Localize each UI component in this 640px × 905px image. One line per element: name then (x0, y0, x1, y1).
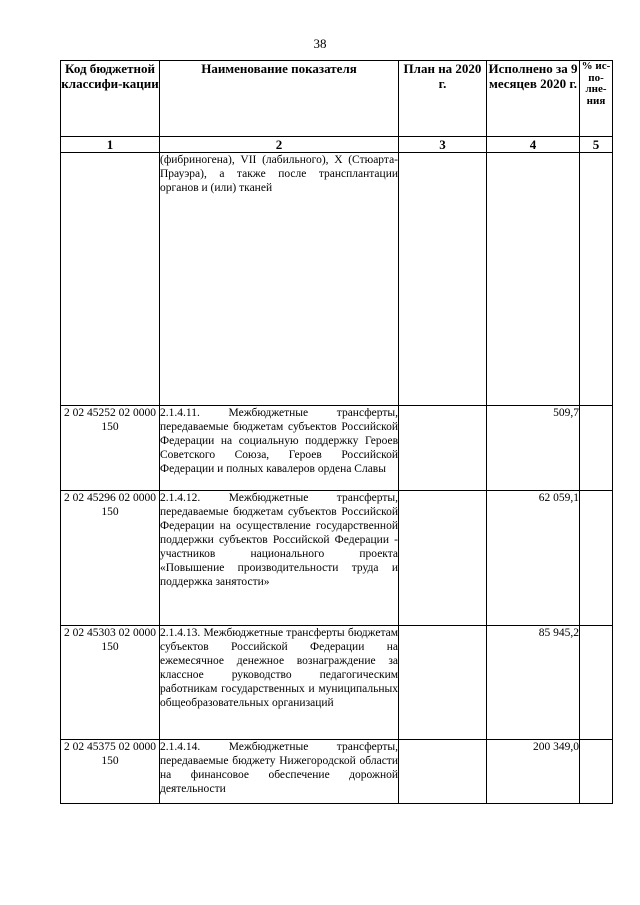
plan-cell (399, 740, 487, 804)
executed-cell: 85 945,2 (487, 626, 580, 740)
indicator-name-cell: (фибриногена), VII (лабильного), X (Стюарта-Прауэра), а также после трансплантации органов и (или) тканей (160, 153, 399, 406)
percent-cell (580, 626, 613, 740)
header-budget-code: Код бюджетной классифи-кации (61, 61, 160, 137)
table-row (61, 626, 613, 740)
table-row (61, 740, 613, 804)
column-number-3: 3 (399, 137, 487, 153)
table-header-row (61, 61, 613, 137)
percent-cell (580, 406, 613, 491)
executed-cell: 200 349,0 (487, 740, 580, 804)
column-number-row (61, 137, 613, 153)
header-executed: Исполнено за 9 месяцев 2020 г. (487, 61, 580, 137)
budget-code-cell: 2 02 45252 02 0000 150 (61, 406, 160, 491)
percent-cell (580, 740, 613, 804)
percent-cell (580, 491, 613, 626)
budget-execution-table (60, 60, 613, 804)
column-number-5: 5 (580, 137, 613, 153)
table-row (61, 153, 613, 406)
percent-cell (580, 153, 613, 406)
executed-cell (487, 153, 580, 406)
plan-cell (399, 491, 487, 626)
column-number-4: 4 (487, 137, 580, 153)
indicator-name-cell: 2.1.4.14. Межбюджетные трансферты, передаваемые бюджету Нижегородской области на финансовое обеспечение дорожной деятельности (160, 740, 399, 804)
indicator-name-cell: 2.1.4.11. Межбюджетные трансферты, передаваемые бюджетам субъектов Российской Федерации на социальную поддержку Героев Советского Союза, Героев Российской Федерации и полных кавалеров ордена Славы (160, 406, 399, 491)
header-plan: План на 2020 г. (399, 61, 487, 137)
executed-cell: 509,7 (487, 406, 580, 491)
plan-cell (399, 626, 487, 740)
column-number-2: 2 (160, 137, 399, 153)
plan-cell (399, 153, 487, 406)
table-row (61, 406, 613, 491)
budget-code-cell (61, 153, 160, 406)
budget-code-cell: 2 02 45375 02 0000 150 (61, 740, 160, 804)
table-row (61, 491, 613, 626)
header-percent: % ис-по-лне-ния (580, 61, 613, 137)
indicator-name-cell: 2.1.4.12. Межбюджетные трансферты, передаваемые бюджетам субъектов Российской Федерации на осуществление государственной поддержки субъектов Российской Федерации - участников национального проекта «Повышение производительности труда и поддержка занятости» (160, 491, 399, 626)
plan-cell (399, 406, 487, 491)
executed-cell: 62 059,1 (487, 491, 580, 626)
budget-code-cell: 2 02 45303 02 0000 150 (61, 626, 160, 740)
budget-code-cell: 2 02 45296 02 0000 150 (61, 491, 160, 626)
header-indicator-name: Наименование показателя (160, 61, 399, 137)
page-number: 38 (313, 36, 327, 51)
column-number-1: 1 (61, 137, 160, 153)
indicator-name-cell: 2.1.4.13. Межбюджетные трансферты бюджетам субъектов Российской Федерации на ежемесячное денежное вознаграждение за классное руководство педагогическим работникам государственных и муниципальных общеобразовательных организаций (160, 626, 399, 740)
